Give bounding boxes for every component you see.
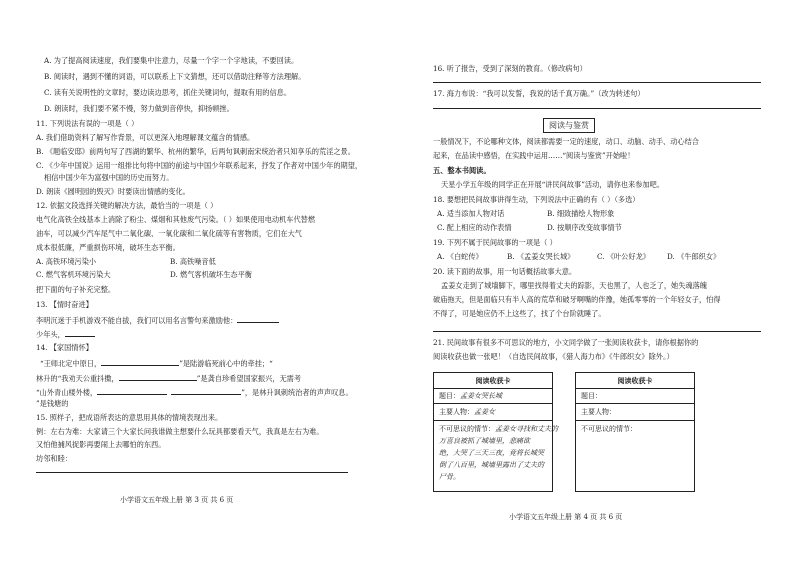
q13-blank-1[interactable] <box>237 314 279 323</box>
q18-option-a: A. 适当添加人物对话 <box>437 209 505 218</box>
card-person-field[interactable]: 主要人物： <box>581 408 616 416</box>
q18-option-b: B. 细致描绘人物形象 <box>547 209 615 218</box>
q15-example-cont: 又怕他捕风捉影再要闹上去哪怕的东西。 <box>36 440 166 449</box>
q14-line-2: 林升的“我劝天公重抖擞， ”是龚自珍希望国家振兴，无需考 <box>36 374 302 383</box>
fill-section-heading: 把下面的句子补充完整。 <box>36 285 116 294</box>
q15-answer-line[interactable] <box>36 472 348 473</box>
q12-passage-1: 电气化高铁全线基本上消除了粉尘、煤烟和其他废气污染。（ ）如果使用电动机车代替燃 <box>36 215 316 224</box>
q13-stem: 李明沉迷于手机游戏不能自拔，我们可以用名言警句来激励他： <box>36 314 279 326</box>
q21-stem-2: 阅读收获也做一张吧！（自选民间故事，《猎人海力布》《牛郎织女》除外。） <box>433 352 674 361</box>
right-page-footer: 小学语文五年级上册 第 4 页 共 6 页 <box>509 513 623 521</box>
q18-option-d: D. 按顺序改变故事情节 <box>547 223 622 232</box>
q11-option-c: C. 《少年中国说》运用一组排比句将中国的前途与中国少年联系起来，抒发了作者对中国少年的期望， <box>36 161 363 170</box>
reading-intro-2: 起来，在品读中感悟，在实践中运用……“阅读与鉴赏”开始啦！ <box>433 151 635 160</box>
q18-stem: 18. 要想把民间故事讲得生动，下列说法中正确的有（ ）（多选） <box>433 195 640 204</box>
card-divider <box>576 403 694 404</box>
q10-option-c: C. 读有关说明性的文章时，要边读边思考，抓住关键词句，提取有用的信息。 <box>44 88 292 97</box>
card-plot-line-4: 倒了八百里，城墙里露出了丈夫的 <box>439 461 544 469</box>
q13-title: 13. 【情时奋进】 <box>36 300 93 309</box>
card-topic-field[interactable]: 题目： <box>581 392 602 400</box>
q20-passage-2: 破庙拖天，但是面临只有半人高的荒草和破牙啊嘴的伴豫，她孤零零的一个年轻女子，怕得 <box>433 295 721 304</box>
q10-option-a: A. 为了提高阅读速度，我们要集中注意力，尽量一个字一个字地读，不要回读。 <box>44 56 299 65</box>
exam-page-right <box>397 0 794 561</box>
q20-stem: 20. 读下面的故事，用一句话概括故事大意。 <box>433 267 577 276</box>
q10-option-b: B. 阅读时，遇到不懂的词语，可以联系上下文猜想，还可以借助注释等方法理解。 <box>44 72 306 81</box>
section-5-heading: 五、整本书阅读。 <box>433 166 491 175</box>
q20-passage-1: 孟姜女走到了城墙脚下，哪里找得着丈夫的踪影，天也黑了，人也乏了，她失魂落魄 <box>441 281 707 290</box>
q12-passage-3: 成本很低廉，严重损伤环境，破坏生态平衡。 <box>36 243 180 252</box>
q14-line-1: “王师北定中原日， ”是陆游临死前心中的牵挂；“ <box>40 359 273 368</box>
q16-stem: 16. 听了报告，受到了深刻的教育。（修改病句） <box>433 64 587 73</box>
card-person: 主要人物：孟姜女 <box>439 408 495 416</box>
q19-option-a: A. 《白蛇传》 <box>437 252 483 261</box>
q15-prompt: 坊邻和睦： <box>36 454 72 463</box>
reading-card-sample <box>433 372 558 492</box>
q18-option-c: C. 配上相应的动作表情 <box>437 223 512 232</box>
q21-stem-1: 21. 民间故事有很多不可思议的地方，小文同学做了一张阅读收获卡，请你根据你的 <box>433 338 699 347</box>
card-plot-field[interactable]: 不可思议的情节： <box>581 425 637 433</box>
card-topic: 题目：孟姜女哭长城 <box>439 392 502 400</box>
q14-blank-1[interactable] <box>101 357 179 366</box>
q12-passage-2: 油车，可以减少汽车尾气中二氧化碳、一氧化碳和二氧化硫等有害物质，它们在大气 <box>36 229 302 238</box>
q15-stem: 15. 照样子，把成语所表达的意思用具体的情境表现出来。 <box>36 413 223 422</box>
reading-card-blank <box>575 372 695 492</box>
card-divider <box>434 420 552 421</box>
card-divider <box>576 388 694 389</box>
q12-option-a: A. 高铁环境污染小 <box>36 257 97 266</box>
q10-option-d: D. 朗读时，我们要不紧不慢，努力做到音停快，抑扬顿挫。 <box>44 104 234 113</box>
q12-option-d: D. 燃气客机破坏生态平衡 <box>170 270 252 279</box>
q12-stem: 12. 依据文段选择关键的解决方法，最恰当的一项是（ ） <box>36 201 218 210</box>
q13-blank-2[interactable] <box>65 328 95 337</box>
card-divider <box>434 388 552 389</box>
q17-answer-line[interactable] <box>433 108 761 109</box>
q20-answer-line[interactable] <box>433 331 761 332</box>
reading-intro-1: 一般情况下，不论哪种文体，阅读都需要一定的速度，动口、动脑、动手、动心结合 <box>433 137 699 146</box>
q13-line-2: 少年头， <box>36 328 95 340</box>
q14-line-3: “山外青山楼外楼， ”，是林升讽刺统治者的声声叹息。 <box>36 388 353 397</box>
card-divider <box>576 420 694 421</box>
q19-option-d: D. 《牛郎织女》 <box>667 252 721 261</box>
q11-option-c-cont: 相信中国少年为富强中国的历史而努力。 <box>44 173 174 182</box>
q20-passage-3: 不得了，可是她应仍不上这些了，找了个台阶就睡了。 <box>433 309 606 318</box>
q11-option-d: D. 朗读《圆明园的毁灭》时要读出情感的变化。 <box>36 187 190 196</box>
q15-example: 例：左右为难：大家请三个大家长问我谁做主想要什么玩具都要看天气，我真是左右为难。 <box>36 427 324 436</box>
q12-option-b: B. 高铁噪音低 <box>170 257 216 266</box>
q16-answer-line[interactable] <box>433 82 761 83</box>
q14-line-4: ”是钱塘的 <box>36 399 69 408</box>
q14-blank-2[interactable] <box>119 372 197 381</box>
q11-stem: 11. 下列说法有误的一项是（ ） <box>36 119 139 128</box>
q12-option-c: C. 燃气客机环境污染大 <box>36 270 111 279</box>
card-plot-line-3: 绝，大哭了三天三夜，竟将长城哭 <box>439 449 544 457</box>
q19-option-b: B. 《孟姜女哭长城》 <box>507 252 575 261</box>
q19-option-c: C. 《叶公好龙》 <box>597 252 650 261</box>
card-plot-line-5: 尸骨。 <box>439 473 460 481</box>
q11-option-a: A. 我们借助资料了解写作背景，可以更深入地理解课文蕴含的情感。 <box>36 133 255 142</box>
card-plot-line-2: 万喜良被抓了城墙里，悲痛欲 <box>439 437 530 445</box>
card-divider <box>434 403 552 404</box>
q14-blank-4[interactable] <box>171 386 241 395</box>
section-badge-reading: 阅读与鉴赏 <box>543 118 595 133</box>
card-plot-line-1: 不可思议的情节：孟姜女寻找和丈夫的 <box>439 425 558 433</box>
section-5-intro: 天星小学五年级的同学正在开展“讲民间故事”活动，请你也来参加吧。 <box>441 180 664 189</box>
q17-stem: 17. 海力布说：“我可以发誓，我说的话千真万确。”（改为转述句） <box>433 89 645 98</box>
q19-stem: 19. 下列不属于民间故事的一项是（ ） <box>433 238 557 247</box>
q14-blank-3[interactable] <box>97 386 167 395</box>
left-page-footer: 小学语文五年级上册 第 3 页 共 6 页 <box>120 496 234 504</box>
q14-title: 14. 【家国情怀】 <box>36 343 93 352</box>
reading-card-title: 阅读收获卡 <box>475 376 511 385</box>
q11-option-b: B. 《题临安邸》前两句写了西湖的繁华、杭州的繁华，后两句讽刺南宋统治者只知享乐的荒淫之景。 <box>36 147 355 156</box>
reading-card-title: 阅读收获卡 <box>617 376 653 385</box>
